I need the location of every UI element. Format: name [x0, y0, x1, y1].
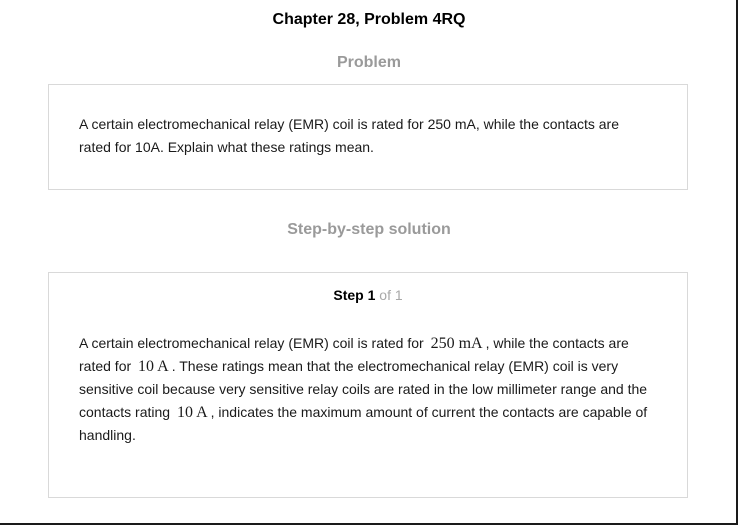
solution-heading: Step-by-step solution — [287, 221, 451, 238]
chapter-title: Chapter 28, Problem 4RQ — [272, 11, 466, 28]
step-word: Step — [333, 287, 364, 303]
solution-text — [79, 332, 664, 447]
math-coil-rating: 250 mA — [430, 335, 483, 352]
solution-text-segment: , indicates the maximum amount of current the contacts are capable of handling. — [79, 404, 648, 443]
solution-text-segment: A certain electromechanical relay (EMR) coil is rated for — [79, 335, 424, 351]
step-number: 1 — [367, 287, 376, 303]
math-contact-rating: 10 A — [176, 404, 208, 421]
step-label — [49, 287, 687, 303]
solution-card — [48, 272, 688, 498]
solution-text-segment: . These ratings mean that the electromechanical relay (EMR) coil is very sensitive coil because very sensitive relay coils are rated in the low millimeter range and the contacts rating — [79, 358, 648, 420]
problem-heading: Problem — [336, 54, 401, 71]
problem-text: A certain electromechanical relay (EMR) coil is rated for 250 mA, while the contacts are rated for 10A. Explain what these ratings mean. — [79, 116, 620, 155]
solution-text-segment: , while the contacts are rated for — [79, 335, 629, 374]
step-total: of 1 — [379, 287, 403, 303]
math-contact-rating: 10 A — [138, 358, 169, 375]
problem-card — [48, 84, 688, 190]
